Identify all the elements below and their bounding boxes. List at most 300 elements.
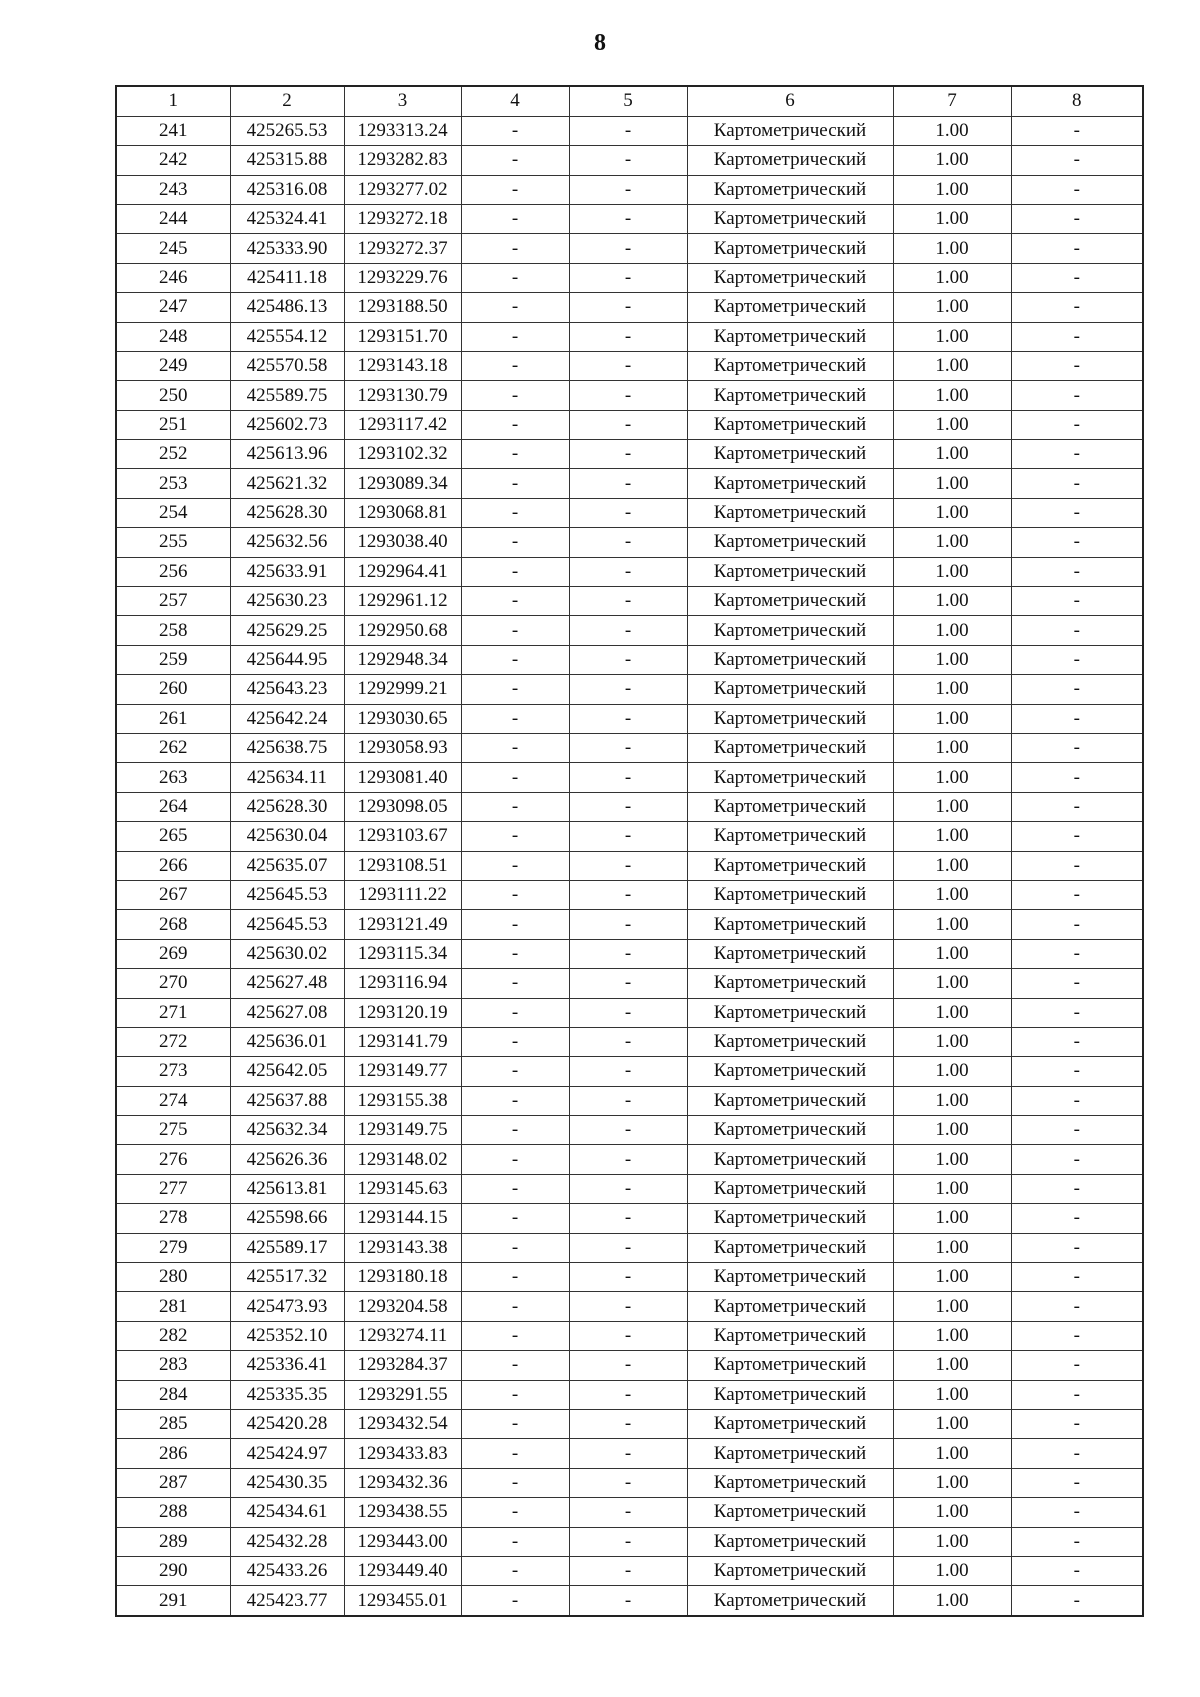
table-cell: 425643.23 — [230, 675, 344, 704]
table-cell: Картометрический — [687, 1498, 893, 1527]
table-row — [116, 645, 1143, 674]
table-cell: 1.00 — [893, 1174, 1011, 1203]
table-cell: - — [461, 1174, 569, 1203]
table-cell: 1293058.93 — [344, 734, 461, 763]
table-cell: - — [461, 734, 569, 763]
table-cell: 1293089.34 — [344, 469, 461, 498]
table-cell: - — [461, 1468, 569, 1497]
table-cell: - — [1011, 675, 1143, 704]
table-row — [116, 675, 1143, 704]
table-cell: 1.00 — [893, 675, 1011, 704]
table-cell: 425570.58 — [230, 351, 344, 380]
table-cell: - — [1011, 293, 1143, 322]
table-cell: 1.00 — [893, 1351, 1011, 1380]
table-cell: - — [569, 1027, 687, 1056]
table-cell: - — [1011, 587, 1143, 616]
table-cell: 1293068.81 — [344, 498, 461, 527]
table-cell: 246 — [116, 263, 230, 292]
table-cell: 288 — [116, 1498, 230, 1527]
table-row — [116, 146, 1143, 175]
table-cell: - — [1011, 351, 1143, 380]
table-cell: Картометрический — [687, 1439, 893, 1468]
table-cell: - — [461, 1263, 569, 1292]
table-cell: - — [569, 1586, 687, 1616]
table-cell: - — [461, 293, 569, 322]
table-cell: - — [569, 851, 687, 880]
table-cell: 1.00 — [893, 616, 1011, 645]
table-cell: 1293277.02 — [344, 175, 461, 204]
table-cell: Картометрический — [687, 498, 893, 527]
table-cell: - — [1011, 1409, 1143, 1438]
table-cell: 1.00 — [893, 1204, 1011, 1233]
table-cell: 1.00 — [893, 851, 1011, 880]
table-cell: - — [569, 1233, 687, 1262]
table-cell: 1.00 — [893, 1586, 1011, 1616]
table-cell: 1293098.05 — [344, 792, 461, 821]
table-row — [116, 1145, 1143, 1174]
table-cell: 425629.25 — [230, 616, 344, 645]
table-cell: 259 — [116, 645, 230, 674]
table-row — [116, 587, 1143, 616]
column-header: 6 — [687, 86, 893, 116]
table-cell: 425644.95 — [230, 645, 344, 674]
table-cell: - — [1011, 1468, 1143, 1497]
table-cell: 1292964.41 — [344, 557, 461, 586]
table-cell: - — [461, 851, 569, 880]
table-cell: 1.00 — [893, 146, 1011, 175]
table-row — [116, 498, 1143, 527]
table-cell: 254 — [116, 498, 230, 527]
table-cell: 1.00 — [893, 704, 1011, 733]
table-cell: 270 — [116, 969, 230, 998]
table-cell: - — [569, 645, 687, 674]
table-cell: - — [461, 263, 569, 292]
table-row — [116, 1351, 1143, 1380]
table-cell: Картометрический — [687, 381, 893, 410]
table-cell: - — [461, 498, 569, 527]
table-cell: - — [1011, 498, 1143, 527]
table-row — [116, 381, 1143, 410]
table-cell: Картометрический — [687, 234, 893, 263]
table-cell: 1.00 — [893, 1439, 1011, 1468]
table-cell: - — [569, 1116, 687, 1145]
table-cell: - — [569, 410, 687, 439]
table-cell: - — [569, 1057, 687, 1086]
table-cell: 244 — [116, 204, 230, 233]
table-cell: 1293116.94 — [344, 969, 461, 998]
table-cell: 1293188.50 — [344, 293, 461, 322]
table-cell: 1.00 — [893, 1527, 1011, 1556]
table-cell: 425645.53 — [230, 910, 344, 939]
table-cell: 266 — [116, 851, 230, 880]
table-cell: 278 — [116, 1204, 230, 1233]
table-cell: 1293151.70 — [344, 322, 461, 351]
table-cell: - — [569, 939, 687, 968]
table-cell: Картометрический — [687, 822, 893, 851]
table-cell: 425630.02 — [230, 939, 344, 968]
table-cell: - — [461, 792, 569, 821]
table-cell: - — [1011, 1527, 1143, 1556]
table-cell: - — [569, 351, 687, 380]
table-cell: - — [1011, 851, 1143, 880]
table-row — [116, 822, 1143, 851]
table-cell: 272 — [116, 1027, 230, 1056]
table-cell: 268 — [116, 910, 230, 939]
table-cell: 425633.91 — [230, 557, 344, 586]
table-cell: Картометрический — [687, 175, 893, 204]
table-cell: 1293149.77 — [344, 1057, 461, 1086]
table-cell: Картометрический — [687, 910, 893, 939]
table-cell: - — [461, 998, 569, 1027]
table-cell: 425632.56 — [230, 528, 344, 557]
table-cell: - — [461, 1233, 569, 1262]
table-cell: - — [461, 1439, 569, 1468]
table-cell: - — [461, 1380, 569, 1409]
table-cell: - — [569, 1321, 687, 1350]
table-cell: Картометрический — [687, 734, 893, 763]
table-cell: Картометрический — [687, 616, 893, 645]
table-cell: 1293204.58 — [344, 1292, 461, 1321]
table-cell: 1.00 — [893, 410, 1011, 439]
table-cell: Картометрический — [687, 792, 893, 821]
table-row — [116, 1086, 1143, 1115]
column-header: 1 — [116, 86, 230, 116]
table-cell: - — [1011, 175, 1143, 204]
table-cell: 1.00 — [893, 763, 1011, 792]
table-cell: Картометрический — [687, 998, 893, 1027]
table-cell: 1293180.18 — [344, 1263, 461, 1292]
table-cell: 287 — [116, 1468, 230, 1497]
table-cell: 425626.36 — [230, 1145, 344, 1174]
table-cell: 1.00 — [893, 1292, 1011, 1321]
table-cell: - — [569, 1468, 687, 1497]
table-cell: Картометрический — [687, 1204, 893, 1233]
table-cell: - — [569, 528, 687, 557]
table-cell: - — [569, 1409, 687, 1438]
table-cell: 425628.30 — [230, 792, 344, 821]
table-cell: 1292950.68 — [344, 616, 461, 645]
table-cell: - — [461, 969, 569, 998]
table-cell: 1293313.24 — [344, 116, 461, 145]
table-cell: 1293143.38 — [344, 1233, 461, 1262]
table-cell: 425627.48 — [230, 969, 344, 998]
table-cell: - — [461, 175, 569, 204]
table-cell: 425352.10 — [230, 1321, 344, 1350]
table-cell: 1.00 — [893, 969, 1011, 998]
table-row — [116, 1439, 1143, 1468]
table-cell: - — [1011, 939, 1143, 968]
table-cell: - — [1011, 440, 1143, 469]
table-cell: Картометрический — [687, 1145, 893, 1174]
table-cell: 1.00 — [893, 263, 1011, 292]
table-cell: - — [1011, 1263, 1143, 1292]
table-cell: - — [461, 204, 569, 233]
table-cell: 425621.32 — [230, 469, 344, 498]
table-cell: 425602.73 — [230, 410, 344, 439]
table-row — [116, 410, 1143, 439]
table-cell: - — [461, 763, 569, 792]
table-cell: - — [569, 498, 687, 527]
table-cell: - — [569, 381, 687, 410]
table-cell: 1293141.79 — [344, 1027, 461, 1056]
table-cell: 1.00 — [893, 1116, 1011, 1145]
table-row — [116, 1292, 1143, 1321]
table-cell: 1293038.40 — [344, 528, 461, 557]
table-cell: - — [461, 440, 569, 469]
table-cell: - — [1011, 322, 1143, 351]
table-cell: - — [461, 880, 569, 909]
table-cell: 291 — [116, 1586, 230, 1616]
coordinates-table — [115, 85, 1144, 1617]
table-cell: - — [461, 1116, 569, 1145]
table-cell: Картометрический — [687, 1409, 893, 1438]
table-cell: - — [569, 557, 687, 586]
table-cell: 425336.41 — [230, 1351, 344, 1380]
table-cell: - — [1011, 1057, 1143, 1086]
table-cell: - — [569, 880, 687, 909]
table-cell: 251 — [116, 410, 230, 439]
table-row — [116, 851, 1143, 880]
table-cell: Картометрический — [687, 939, 893, 968]
table-cell: 248 — [116, 322, 230, 351]
table-cell: - — [569, 116, 687, 145]
table-row — [116, 175, 1143, 204]
table-cell: 1.00 — [893, 1027, 1011, 1056]
table-cell: 1.00 — [893, 528, 1011, 557]
table-cell: Картометрический — [687, 1380, 893, 1409]
table-cell: 425637.88 — [230, 1086, 344, 1115]
table-cell: - — [569, 1439, 687, 1468]
table-cell: - — [1011, 1380, 1143, 1409]
table-cell: 1293291.55 — [344, 1380, 461, 1409]
table-cell: - — [569, 293, 687, 322]
table-cell: 250 — [116, 381, 230, 410]
table-cell: 1293108.51 — [344, 851, 461, 880]
table-cell: 425433.26 — [230, 1556, 344, 1585]
table-row — [116, 1233, 1143, 1262]
table-cell: 1.00 — [893, 1409, 1011, 1438]
table-row — [116, 1527, 1143, 1556]
table-cell: 1.00 — [893, 645, 1011, 674]
table-cell: - — [1011, 1321, 1143, 1350]
table-cell: 260 — [116, 675, 230, 704]
table-cell: - — [461, 410, 569, 439]
table-cell: - — [1011, 1498, 1143, 1527]
table-cell: - — [569, 910, 687, 939]
table-cell: - — [1011, 381, 1143, 410]
table-cell: - — [461, 1292, 569, 1321]
table-cell: 425486.13 — [230, 293, 344, 322]
table-cell: - — [461, 645, 569, 674]
table-cell: 425642.05 — [230, 1057, 344, 1086]
table-cell: Картометрический — [687, 1292, 893, 1321]
table-cell: 425598.66 — [230, 1204, 344, 1233]
table-cell: - — [461, 704, 569, 733]
table-cell: 1293120.19 — [344, 998, 461, 1027]
table-cell: Картометрический — [687, 851, 893, 880]
table-cell: - — [461, 528, 569, 557]
table-cell: 1293148.02 — [344, 1145, 461, 1174]
table-cell: - — [1011, 1116, 1143, 1145]
table-cell: Картометрический — [687, 880, 893, 909]
table-cell: - — [1011, 1292, 1143, 1321]
table-cell: 1.00 — [893, 998, 1011, 1027]
table-cell: 425638.75 — [230, 734, 344, 763]
table-cell: - — [461, 1556, 569, 1585]
table-cell: 1.00 — [893, 822, 1011, 851]
table-row — [116, 469, 1143, 498]
table-row — [116, 734, 1143, 763]
table-cell: 1293449.40 — [344, 1556, 461, 1585]
table-cell: 425554.12 — [230, 322, 344, 351]
table-cell: 284 — [116, 1380, 230, 1409]
table-cell: 276 — [116, 1145, 230, 1174]
table-cell: 1293130.79 — [344, 381, 461, 410]
table-row — [116, 234, 1143, 263]
table-row — [116, 204, 1143, 233]
table-cell: - — [1011, 204, 1143, 233]
table-cell: 425613.81 — [230, 1174, 344, 1203]
table-cell: 1.00 — [893, 1556, 1011, 1585]
table-cell: - — [461, 939, 569, 968]
table-cell: 1293102.32 — [344, 440, 461, 469]
table-cell: - — [569, 1204, 687, 1233]
table-cell: - — [1011, 557, 1143, 586]
table-cell: 243 — [116, 175, 230, 204]
table-cell: 262 — [116, 734, 230, 763]
table-cell: 1.00 — [893, 440, 1011, 469]
table-cell: - — [569, 263, 687, 292]
column-header: 5 — [569, 86, 687, 116]
table-cell: - — [569, 675, 687, 704]
table-cell: 275 — [116, 1116, 230, 1145]
table-cell: - — [569, 587, 687, 616]
table-cell: Картометрический — [687, 763, 893, 792]
table-cell: 1.00 — [893, 293, 1011, 322]
table-cell: - — [461, 1321, 569, 1350]
table-cell: Картометрический — [687, 1351, 893, 1380]
table-row — [116, 910, 1143, 939]
table-cell: 425411.18 — [230, 263, 344, 292]
table-cell: - — [1011, 616, 1143, 645]
table-cell: - — [461, 557, 569, 586]
table-row — [116, 1263, 1143, 1292]
table-cell: - — [569, 1174, 687, 1203]
table-cell: 1293115.34 — [344, 939, 461, 968]
table-cell: 1.00 — [893, 234, 1011, 263]
table-cell: 289 — [116, 1527, 230, 1556]
table-cell: - — [461, 469, 569, 498]
table-cell: 1293143.18 — [344, 351, 461, 380]
table-cell: - — [1011, 116, 1143, 145]
table-cell: Картометрический — [687, 645, 893, 674]
table-cell: 274 — [116, 1086, 230, 1115]
table-cell: - — [461, 675, 569, 704]
table-cell: Картометрический — [687, 557, 893, 586]
table-cell: - — [461, 322, 569, 351]
table-cell: Картометрический — [687, 1586, 893, 1616]
table-cell: - — [461, 1204, 569, 1233]
table-cell: 425589.17 — [230, 1233, 344, 1262]
table-cell: 1293443.00 — [344, 1527, 461, 1556]
table-cell: 263 — [116, 763, 230, 792]
table-cell: Картометрический — [687, 1556, 893, 1585]
table-row — [116, 322, 1143, 351]
table-cell: - — [461, 146, 569, 175]
table-row — [116, 1380, 1143, 1409]
table-cell: Картометрический — [687, 440, 893, 469]
table-cell: - — [461, 116, 569, 145]
table-cell: 1293030.65 — [344, 704, 461, 733]
table-cell: 1293284.37 — [344, 1351, 461, 1380]
table-cell: 425630.23 — [230, 587, 344, 616]
table-cell: 256 — [116, 557, 230, 586]
table-cell: - — [569, 322, 687, 351]
table-cell: 1.00 — [893, 1321, 1011, 1350]
table-cell: 1293111.22 — [344, 880, 461, 909]
table-cell: 261 — [116, 704, 230, 733]
table-cell: 255 — [116, 528, 230, 557]
table-row — [116, 440, 1143, 469]
table-cell: 282 — [116, 1321, 230, 1350]
table-row — [116, 998, 1143, 1027]
table-cell: 425627.08 — [230, 998, 344, 1027]
table-cell: 425430.35 — [230, 1468, 344, 1497]
table-cell: - — [461, 1527, 569, 1556]
table-cell: Картометрический — [687, 351, 893, 380]
table-cell: 1293272.18 — [344, 204, 461, 233]
table-cell: 281 — [116, 1292, 230, 1321]
table-cell: - — [1011, 1174, 1143, 1203]
table-cell: 425628.30 — [230, 498, 344, 527]
table-cell: - — [1011, 1027, 1143, 1056]
table-cell: 1.00 — [893, 498, 1011, 527]
table-cell: 290 — [116, 1556, 230, 1585]
table-cell: - — [461, 234, 569, 263]
table-cell: - — [461, 822, 569, 851]
table-cell: 1.00 — [893, 587, 1011, 616]
table-row — [116, 1027, 1143, 1056]
table-cell: - — [461, 587, 569, 616]
table-cell: 252 — [116, 440, 230, 469]
table-cell: 425324.41 — [230, 204, 344, 233]
table-row — [116, 1057, 1143, 1086]
table-cell: 1.00 — [893, 1498, 1011, 1527]
table-cell: 425265.53 — [230, 116, 344, 145]
table-cell: Картометрический — [687, 204, 893, 233]
table-cell: - — [1011, 822, 1143, 851]
table-cell: - — [1011, 1439, 1143, 1468]
table-cell: - — [569, 1351, 687, 1380]
table-cell: - — [461, 1027, 569, 1056]
table-cell: - — [569, 734, 687, 763]
table-cell: - — [569, 763, 687, 792]
table-cell: 1293274.11 — [344, 1321, 461, 1350]
table-cell: - — [461, 1145, 569, 1174]
table-cell: - — [1011, 146, 1143, 175]
table-cell: - — [1011, 1233, 1143, 1262]
table-cell: 1.00 — [893, 1380, 1011, 1409]
table-cell: Картометрический — [687, 293, 893, 322]
table-cell: 1293229.76 — [344, 263, 461, 292]
table-row — [116, 528, 1143, 557]
table-cell: 265 — [116, 822, 230, 851]
table-cell: - — [1011, 998, 1143, 1027]
table-cell: Картометрический — [687, 1527, 893, 1556]
table-row — [116, 880, 1143, 909]
table-cell: Картометрический — [687, 469, 893, 498]
table-cell: - — [461, 616, 569, 645]
